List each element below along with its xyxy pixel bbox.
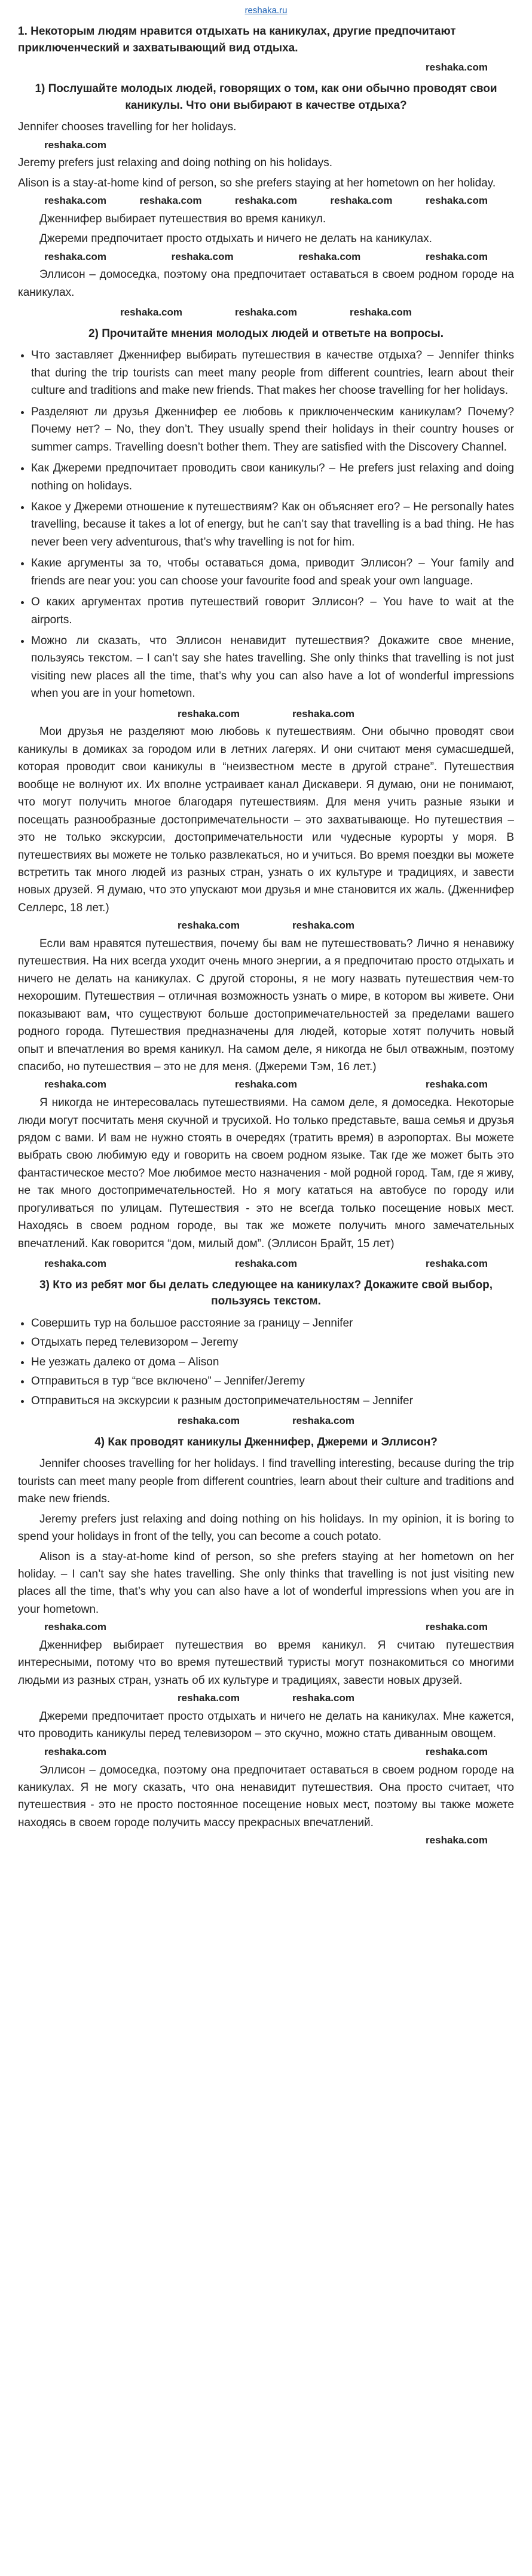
watermark: reshaka.com [120, 307, 183, 318]
watermark-row [18, 1692, 514, 1705]
translation-section [18, 723, 514, 1252]
list-item: • Разделяют ли друзья Дженнифер ее любовь к приключенческим каникулам? Почему? Почему нет? – No, they don’t. They usually spend their holidays in their country houses or summer camps. Travelling doesn’t bother them. They are satisfied with the Discovery Channel. [31, 403, 514, 456]
task1-section [18, 23, 514, 301]
translation-paragraph-2: Если вам нравятся путешествия, почему бы вам не путешествовать? Лично я ненавижу путешествия. На них всегда уходит очень много энергии, а я предпочитаю просто отдыхать и ничего не делать на каникулах. С другой стороны, я не могу назвать путешествия чем-то нехорошим. Путешествия – отличная возможность узнать о мире, в котором вы живете. Они показывают вам, что существуют больше достопримечательностей за пределами вашего родного города. Путешествия предназначены для людей, которые хотят получить новый опыт и впечатления во время каникул. На самом деле, я никогда не был отважным, поэтому спасибо, но путешествия – это не для меня. (Джереми Тэм, 16 лет.) [18, 937, 514, 1074]
watermark-row [18, 707, 514, 721]
watermark-row [18, 1414, 514, 1428]
watermark: reshaka.com [178, 1415, 240, 1427]
list-item: • Совершить тур на большое расстояние за границу – Jennifer [31, 1315, 514, 1332]
watermark: reshaka.com [44, 250, 106, 262]
list-item: • Какие аргументы за то, чтобы оставаться дома, приводит Эллисон? – Your family and friends are near you: you can choose your favourite food and speak your own language. [31, 555, 514, 590]
task2-list [18, 347, 514, 702]
watermark: reshaka.com [44, 1745, 106, 1757]
list-item: • Что заставляет Дженнифер выбирать путешествия в качестве отдыха? – Jennifer thinks that during the trip tourists can meet many people from different countries, learn about their culture and traditions and make new friends. That makes her choose travelling for her holidays. [31, 347, 514, 399]
watermark: reshaka.com [139, 195, 202, 207]
task1-ru-2: Джереми предпочитает просто отдыхать и ничего не делать на каникулах. [39, 232, 432, 246]
task1-en-2: Jeremy prefers just relaxing and doing nothing on his holidays. [18, 157, 332, 170]
translation-paragraph-1: Мои друзья не разделяют мою любовь к путешествиям. Они обычно проводят свои каникулы в домиках за городом или в летних лагерях. И они считают меня сумасшедшей, которая проводит свои каникулы в “неизвестном месте в другой стране”. Путешествия вообще не волнуют их. Их вполне устраивает канал Дискавери. Я думаю, они не понимают, что могут получить многое благодаря путешествиям. Для меня учить разные языки и посещать разнообразные достопримечательности – это захватывающе. Но путешествия – это не только экскурсии, достопримечательности или чудесные курорты у моря. В путешествиях вы можете не только развлекаться, но и учиться. Во время поездки вы можете встретить так много людей из разных стран, узнать о их культуре и традициях, и завести новых друзей. Я думаю, что это упускают мои друзья и мне становится их жаль. (Дженнифер Селлерс, 18 лет.) [18, 725, 514, 914]
watermark-row [18, 306, 514, 320]
task4-ru-3: Эллисон – домоседка, поэтому она предпочитает оставаться в своем родном городе на каникулах. Я не могу сказать, что она ненавидит путешествия. Она просто считает, что путешествия - это не просто постоянное посещение новых мест, поэтому вы также можете находясь в своем городе получить массу прекрасных впечатлений. [18, 1763, 514, 1829]
watermark: reshaka.com [426, 195, 488, 207]
watermark: reshaka.com [426, 62, 488, 73]
site-link[interactable]: reshaka.ru [244, 5, 288, 16]
watermark-row [18, 61, 514, 75]
task1-ru-3: Эллисон – домоседка, поэтому она предпочитает оставаться в своем родном городе на каникулах. [18, 268, 514, 299]
watermark-row [18, 919, 514, 933]
page [18, 0, 514, 1864]
task4-en-2: Jeremy prefers just relaxing and doing nothing on his holidays. In my opinion, it is boring to spend your holidays in front of the telly, you can become a couch potato. [18, 1512, 514, 1543]
task2-title: 2) Прочитайте мнения молодых людей и ответьте на вопросы. [88, 327, 444, 340]
watermark-row [18, 139, 514, 152]
watermark: reshaka.com [426, 1745, 488, 1757]
watermark: reshaka.com [426, 1079, 488, 1091]
task1-en-3: Alison is a stay-at-home kind of person, so she prefers staying at her hometown on her holiday. [18, 176, 496, 189]
watermark: reshaka.com [235, 307, 297, 318]
translation-paragraph-3: Я никогда не интересовалась путешествиями. На самом деле, я домоседка. Некоторые люди могут посчитать меня скучной и трусихой. Но только представьте, ваша семья и друзья рядом с вами. И вам не нужно стоять в очередях (тратить время) в аэропортах. Вы можете выбрать свою любимую еду и говорить на своем родном языке. Так где же может быть это фантастическое место? Мое любимое место назначения - мой родной город. Там, где я живу, не так много достопримечательностей. Но я могу кататься на автобусе по городу или прогуливаться по улицам. Путешествия - это не всегда только посещение новых мест. Находясь в своем родном городе, вы так же можете получить много замечательных впечатлений. Как говорится “дом, милый дом”. (Эллисон Брайт, 15 лет) [18, 1096, 514, 1250]
list-item: • О каких аргументах против путешествий говорит Эллисон? – You have to wait at the airports. [31, 593, 514, 629]
watermark-row [18, 250, 514, 264]
watermark: reshaka.com [44, 1079, 106, 1091]
watermark: reshaka.com [426, 1621, 488, 1633]
watermark: reshaka.com [292, 707, 354, 719]
task4-en-1: Jennifer chooses travelling for her holidays. I find travelling interesting, because during the trip tourists can meet many people from different countries, learn about their culture and traditions and make new friends. [18, 1457, 514, 1506]
task3-title: 3) Кто из ребят мог бы делать следующее на каникулах? Докажите свой выбор, пользуясь текстом. [39, 1278, 493, 1308]
task4-ru-1: Дженнифер выбирает путешествия во время каникул. Я считаю путешествия интересными, потому что во время путешествий туристы могут познакомиться со многими людьми из разных стран, узнать об их культуре и традициях, завести новых друзей. [18, 1638, 514, 1687]
watermark: reshaka.com [44, 1258, 106, 1270]
task2-section [18, 326, 514, 703]
watermark-row [18, 1834, 514, 1848]
watermark: reshaka.com [178, 707, 240, 719]
task1-en-1: Jennifer chooses travelling for her holidays. [18, 121, 237, 134]
list-item: • Отдыхать перед телевизором – Jeremy [31, 1334, 514, 1351]
watermark: reshaka.com [330, 195, 393, 207]
watermark: reshaka.com [235, 195, 297, 207]
list-item: • Можно ли сказать, что Эллисон ненавидит путешествия? Докажите свое мнение, пользуясь текстом. – I can’t say she hates travelling. She only thinks that travelling is not just visiting new places all the time, that’s why you can also have a lot of wonderful impressions when you are in your hometown. [31, 632, 514, 703]
watermark-row [18, 1621, 514, 1634]
watermark-row [18, 1078, 514, 1092]
watermark: reshaka.com [44, 139, 106, 151]
watermark: reshaka.com [171, 250, 234, 262]
list-item: • Отправиться на экскурсии к разным достопримечательностям – Jennifer [31, 1392, 514, 1410]
watermark-row [18, 1257, 514, 1271]
watermark: reshaka.com [292, 1415, 354, 1427]
task3-list [18, 1315, 514, 1410]
task3-section [18, 1277, 514, 1410]
list-item: • Какое у Джереми отношение к путешествиям? Как он объясняет его? – He personally hates travelling, because it takes a lot of energy, but he can’t say that travelling is a bad thing. He has never been very adventurous, that’s why travelling is not for him. [31, 498, 514, 551]
task4-title: 4) Как проводят каникулы Дженнифер, Джереми и Эллисон? [94, 1435, 438, 1448]
task4-ru-2: Джереми предпочитает просто отдыхать и ничего не делать на каникулах. Мне кажется, что проводить каникулы перед телевизором – это скучно, можно стать диванным овощем. [18, 1710, 514, 1741]
watermark: reshaka.com [426, 1258, 488, 1270]
task1-ru-1: Дженнифер выбирает путешествия во время каникул. [39, 212, 326, 225]
watermark: reshaka.com [426, 1834, 488, 1846]
watermark: reshaka.com [235, 1079, 297, 1091]
task4-en-3: Alison is a stay-at-home kind of person, so she prefers staying at her hometown on her holiday. – I can’t say she hates travelling. She only thinks that travelling is not just visiting new places all the time, that’s why you can also have a lot of wonderful impressions when you are in your hometown. [18, 1550, 514, 1616]
watermark: reshaka.com [292, 920, 354, 932]
watermark: reshaka.com [44, 195, 106, 207]
watermark: reshaka.com [349, 307, 412, 318]
watermark: reshaka.com [178, 920, 240, 932]
task1-title: 1. Некоторым людям нравится отдыхать на каникулах, другие предпочитают приключенческий и захватывающий вид отдыха. [18, 25, 456, 54]
watermark: reshaka.com [298, 250, 361, 262]
list-item: • Не уезжать далеко от дома – Alison [31, 1353, 514, 1371]
list-item: • Отправиться в тур “все включено” – Jennifer/Jeremy [31, 1373, 514, 1390]
watermark: reshaka.com [426, 250, 488, 262]
watermark-row [18, 1745, 514, 1759]
watermark: reshaka.com [44, 1621, 106, 1633]
watermark-row [18, 194, 514, 208]
list-item: • Как Джереми предпочитает проводить свои каникулы? – He prefers just relaxing and doing nothing on holidays. [31, 460, 514, 495]
watermark: reshaka.com [178, 1692, 240, 1704]
task4-section [18, 1434, 514, 1848]
watermark: reshaka.com [292, 1692, 354, 1704]
task1-question: 1) Послушайте молодых людей, говорящих о том, как они обычно проводят свои каникулы. Что они выбирают в качестве отдыха? [35, 82, 497, 112]
watermark: reshaka.com [235, 1258, 297, 1270]
